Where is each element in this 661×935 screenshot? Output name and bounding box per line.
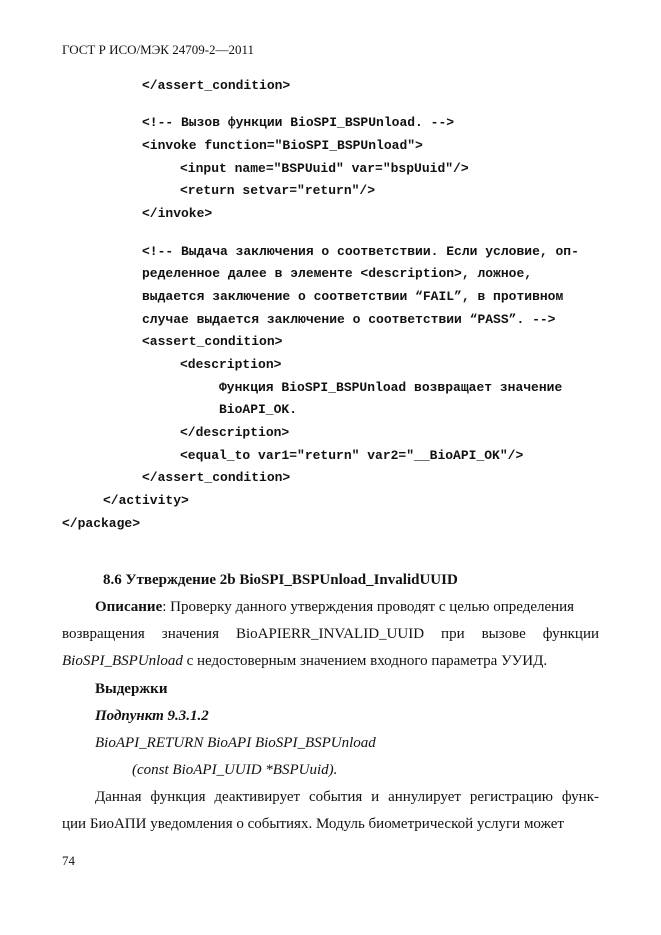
code-line: <equal_to var1="return" var2="__BioAPI_OK"/>: [180, 448, 524, 463]
code-line: Функция BioSPI_BSPUnload возвращает значение: [219, 380, 563, 395]
code-line: <description>: [180, 357, 282, 372]
section-title: 8.6 Утверждение 2b BioSPI_BSPUnload_InvalidUUID: [103, 572, 458, 588]
function-signature-param: (const BioAPI_UUID *BSPUuid).: [132, 762, 338, 778]
code-line: </activity>: [103, 493, 189, 508]
code-line: </package>: [62, 516, 141, 531]
description-text: с недостоверным значением входного параметра УУИД.: [182, 653, 548, 669]
code-line: BioAPI_OK.: [219, 402, 298, 417]
code-line: </description>: [180, 425, 290, 440]
description-line: [95, 597, 574, 617]
code-line: случае выдается заключение о соответствии “PASS”. -->: [142, 312, 556, 327]
code-line: </invoke>: [142, 206, 213, 221]
description-line: [62, 651, 547, 671]
code-line: <invoke function="BioSPI_BSPUnload">: [142, 138, 423, 153]
page-header: ГОСТ Р ИСО/МЭК 24709-2—2011: [62, 42, 255, 57]
page-number: 74: [62, 853, 75, 868]
subclause-heading: Подпункт 9.3.1.2: [95, 708, 209, 724]
function-name: BioSPI_BSPUnload: [62, 653, 183, 669]
code-line: <!-- Вызов функции BioSPI_BSPUnload. -->: [142, 115, 455, 130]
function-signature: BioAPI_RETURN BioAPI BioSPI_BSPUnload: [95, 735, 376, 751]
code-line: <!-- Выдача заключения о соответствии. Если условие, оп-: [142, 244, 579, 259]
code-line: выдается заключение о соответствии “FAIL”, в противном: [142, 289, 564, 304]
body-text-line: Данная функция деактивирует события и аннулирует регистрацию функ-: [95, 789, 599, 805]
description-text: : Проверку данного утверждения проводят с целью определения: [162, 599, 575, 615]
description-line: возвращения значения BioAPIERR_INVALID_UUID при вызове функции: [62, 626, 599, 642]
code-line: </assert_condition>: [142, 78, 291, 93]
excerpts-heading: Выдержки: [95, 681, 168, 697]
code-line: <assert_condition>: [142, 334, 283, 349]
code-line: <return setvar="return"/>: [180, 183, 376, 198]
description-label: Описание: [95, 599, 163, 615]
body-text-line: ции БиоАПИ уведомления о событиях. Модуль биометрической услуги может: [62, 816, 564, 832]
code-line: ределенное далее в элементе <description>, ложное,: [142, 266, 533, 281]
code-line: <input name="BSPUuid" var="bspUuid"/>: [180, 161, 469, 176]
code-line: </assert_condition>: [142, 470, 291, 485]
